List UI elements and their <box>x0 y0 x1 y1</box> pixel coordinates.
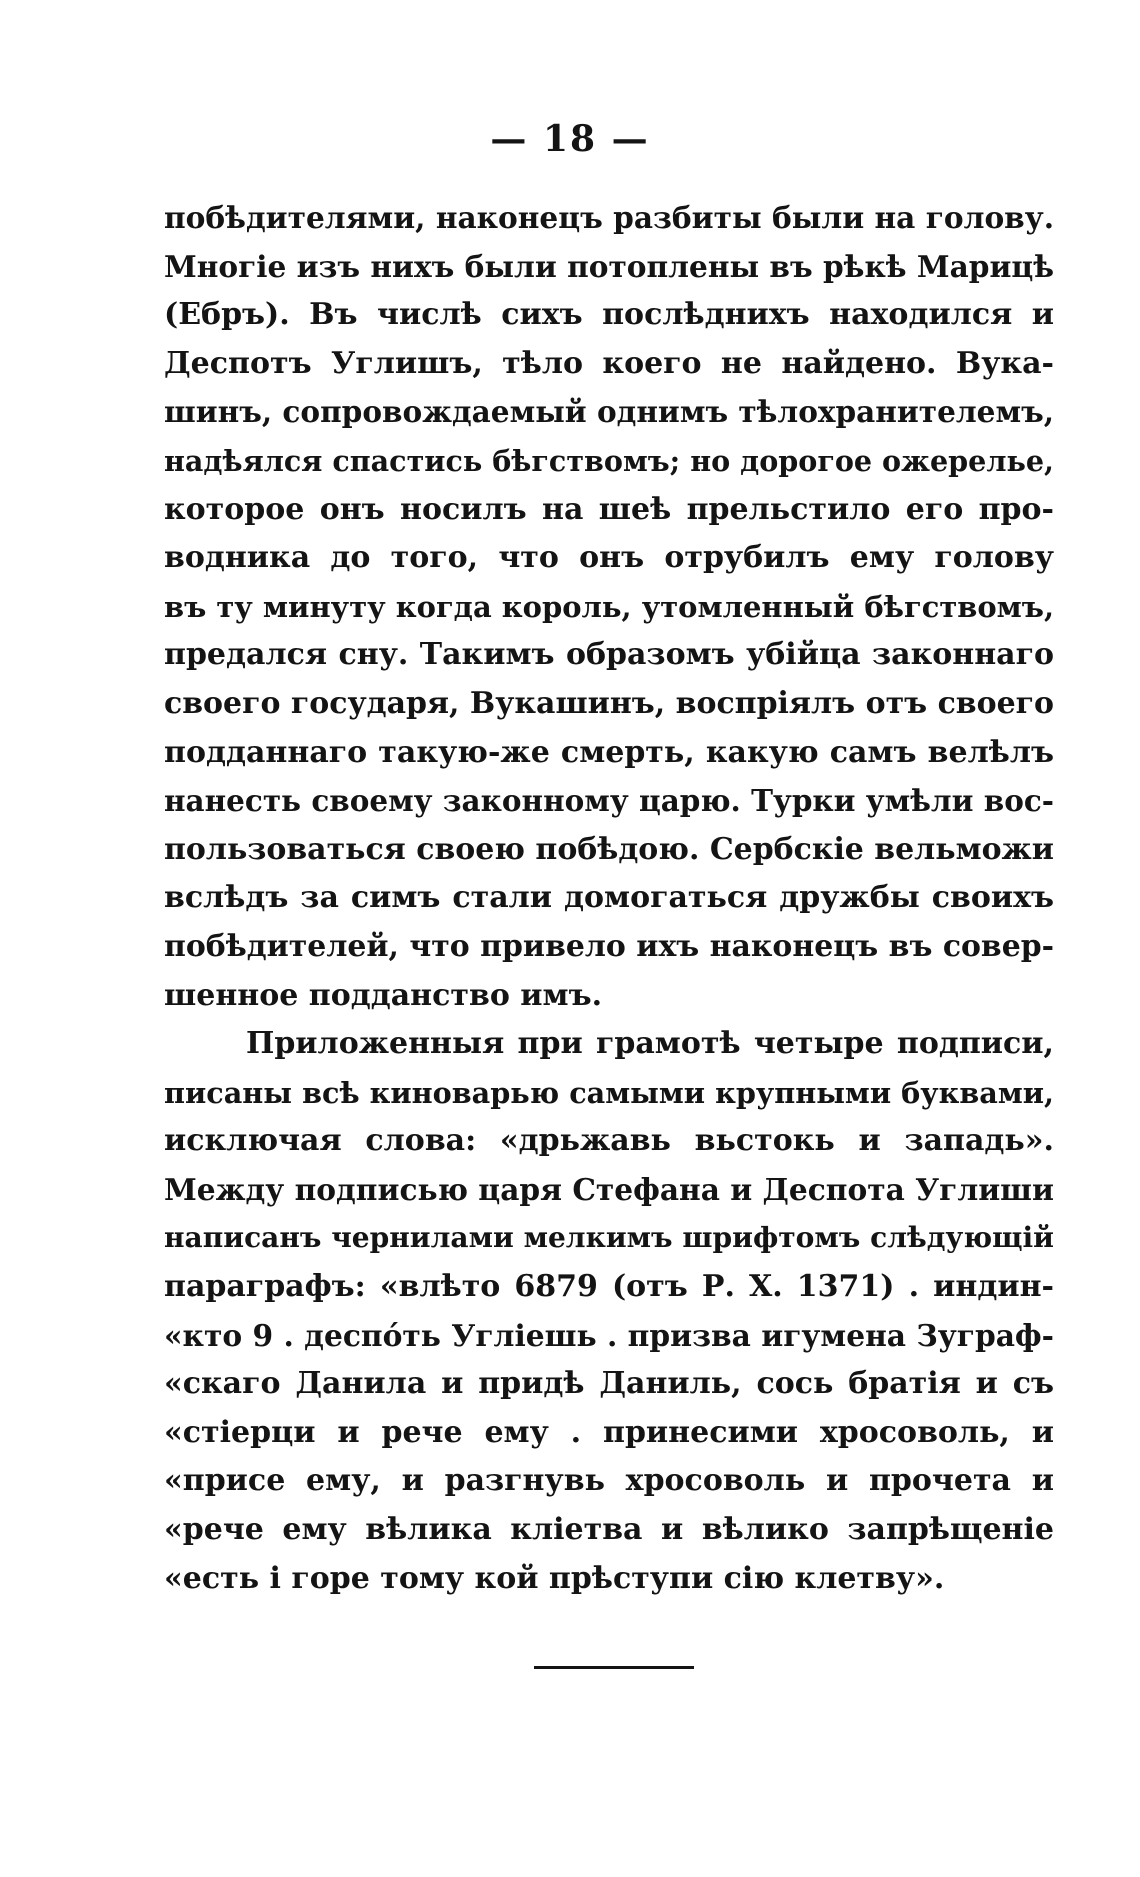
text-line: пользоваться своею побѣдою. Сербскіе вельможи <box>164 831 1054 867</box>
body-text <box>164 194 1054 1603</box>
text-line: «есть і горе тому кой прѣступи сію клетву». <box>164 1560 945 1596</box>
text-line: предался сну. Такимъ образомъ убійца законнаго <box>164 637 1054 673</box>
text-line: «скаго Данила и придѣ Даниль, сось братія и съ <box>164 1366 1054 1402</box>
text-line: вслѣдъ за симъ стали домогаться дружбы своихъ <box>164 880 1054 916</box>
page-number: — 18 — <box>490 118 650 160</box>
text-line: Деспотъ Углишъ, тѣло коего не найдено. Вука- <box>164 345 1054 381</box>
text-line: которое онъ носилъ на шеѣ прельстило его про- <box>164 491 1054 527</box>
text-line: подданнаго такую-же смерть, какую самъ велѣлъ <box>164 734 1054 770</box>
text-line: «стіерци и рече ему . принесими хросоволь, и <box>164 1414 1054 1450</box>
text-line: «кто 9 . деспо́ть Угліешь . призва игумена Зуграф- <box>164 1317 1054 1353</box>
text-line: параграфъ: «влѣто 6879 (отъ Р. Х. 1371) . индин- <box>164 1269 1054 1305</box>
text-line: своего государя, Вукашинъ, воспріялъ отъ своего <box>164 685 1054 721</box>
text-line: Приложенныя при грамотѣ четыре подписи, <box>246 1026 1054 1062</box>
section-divider <box>534 1666 694 1669</box>
text-line: нанесть своему законному царю. Турки умѣли вос- <box>164 783 1054 819</box>
text-line: писаны всѣ киноварью самыми крупными буквами, <box>164 1075 1054 1110</box>
text-line: «рече ему вѣлика кліетва и вѣлико запрѣщеніе <box>164 1512 1054 1548</box>
text-line: написанъ чернилами мелкимъ шрифтомъ слѣдующій <box>164 1221 1054 1255</box>
text-line: побѣдителей, что привело ихъ наконецъ въ совер- <box>164 928 1054 964</box>
text-line: надѣялся спастись бѣгствомъ; но дорогое ожерелье, <box>164 443 1054 478</box>
text-line: Многіе изъ нихъ были потоплены въ рѣкѣ Марицѣ <box>164 248 1055 284</box>
text-line: (Ебръ). Въ числѣ сихъ послѣднихъ находился и <box>164 297 1054 333</box>
text-line: Между подписью царя Стефана и Деспота Углиши <box>164 1171 1054 1207</box>
text-line: побѣдителями, наконецъ разбиты были на голову. <box>164 200 1054 235</box>
text-line: шенное подданство имъ. <box>164 977 603 1013</box>
text-line: водника до того, что онъ отрубилъ ему голову <box>164 540 1054 576</box>
text-line: въ ту минуту когда король, утомленный бѣгствомъ, <box>164 589 1055 624</box>
text-line: исключая слова: «дрьжавь вьстокь и западь». <box>164 1123 1054 1159</box>
text-line: шинъ, сопровождаемый однимъ тѣлохранителемъ, <box>164 394 1054 430</box>
text-line: «присе ему, и разгнувь хросоволь и прочета и <box>164 1463 1054 1499</box>
